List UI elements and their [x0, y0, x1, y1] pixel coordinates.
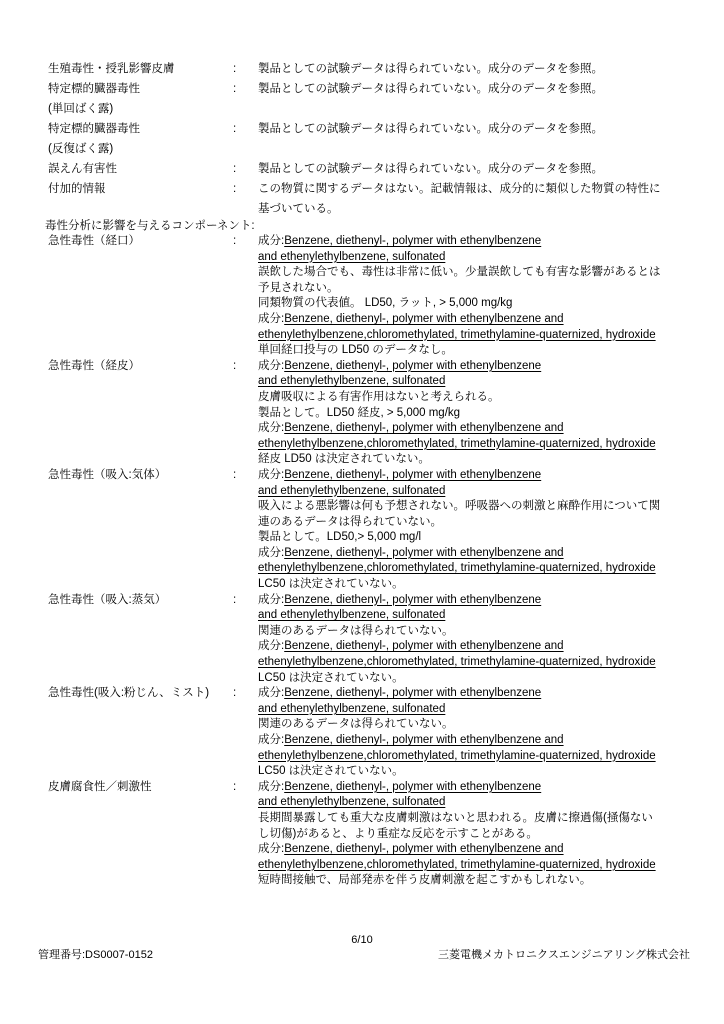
component-value-line	[258, 561, 690, 577]
value-text: 同類物質の代表値。 LD50, ラット, > 5,000 mg/kg	[258, 297, 513, 310]
field-label	[48, 179, 233, 199]
component-value-line	[258, 530, 690, 546]
component-chemical-name: ethenylethylbenzene,chloromethylated, trimethylamine-quaternized, hydroxide	[258, 858, 656, 871]
value-text: 成分:	[258, 734, 285, 746]
component-value-line	[258, 499, 690, 515]
value-text: 成分:	[258, 312, 285, 325]
value-text: 成分:	[258, 843, 285, 856]
component-chemical-name: ethenylethylbenzene,chloromethylated, trimethylamine-quaternized, hydroxide	[258, 562, 656, 575]
field-label	[48, 159, 233, 179]
component-value-line	[258, 452, 690, 468]
value-text: 関連のあるデータは得られていない。	[258, 624, 454, 637]
component-value-line	[258, 639, 690, 655]
field-value-line: 製品としての試験データは得られていない。成分のデータを参照。	[258, 83, 603, 95]
value-text: 成分:	[258, 640, 285, 653]
component-label: 皮膚腐食性／刺激性	[48, 780, 152, 793]
value-text: 予見されない。	[258, 281, 339, 294]
component-value-line	[258, 234, 690, 250]
component-chemical-name: and ethenylethylbenzene, sulfonated	[258, 250, 446, 263]
field-label-line: (単回ばく露)	[48, 103, 114, 115]
component-value-line	[258, 312, 690, 328]
field-colon: :	[233, 359, 237, 372]
value-text: し切傷)があると、より重症な反応を示すことがある。	[258, 827, 538, 840]
field-colon: :	[233, 183, 237, 195]
component-chemical-name: Benzene, diethenyl-, polymer with ethenylbenzene	[284, 235, 542, 247]
value-text: 成分:	[258, 593, 285, 606]
component-chemical-name: and ethenylethylbenzene, sulfonated	[258, 484, 446, 497]
field-colon: :	[233, 235, 237, 247]
field-value	[258, 159, 690, 179]
value-text: 成分:	[258, 468, 285, 481]
component-value-line	[258, 484, 690, 500]
value-text: 吸入による悪影響は何も予想されない。呼吸器への刺激と麻酔作用について関	[258, 500, 661, 513]
field-row	[48, 79, 690, 119]
component-value	[258, 359, 690, 468]
value-text: 成分:	[258, 780, 285, 793]
component-chemical-name: Benzene, diethenyl-, polymer with ethenylbenzene and	[284, 312, 564, 325]
component-value-line	[258, 250, 690, 266]
value-text: LC50 は決定されていない。	[258, 765, 404, 778]
value-text: 成分:	[258, 422, 285, 435]
component-value-line	[258, 265, 690, 281]
field-value-line: 製品としての試験データは得られていない。成分のデータを参照。	[258, 63, 603, 75]
field-label	[48, 59, 233, 79]
component-value-line	[258, 780, 690, 796]
component-value-line	[258, 717, 690, 733]
value-text: 経皮 LD50 は決定されていない。	[258, 453, 430, 466]
component-value-line	[258, 281, 690, 297]
value-text: 連のあるデータは得られていない。	[258, 515, 442, 528]
field-value	[258, 179, 690, 219]
field-label-line: (反復ばく露)	[48, 143, 114, 155]
component-value-line	[258, 421, 690, 437]
field-colon: :	[233, 163, 237, 175]
component-chemical-name: Benzene, diethenyl-, polymer with ethenylbenzene and	[284, 422, 564, 435]
component-chemical-name: and ethenylethylbenzene, sulfonated	[258, 609, 446, 622]
field-label-line: 特定標的臓器毒性	[48, 83, 140, 95]
component-chemical-name: Benzene, diethenyl-, polymer with ethenylbenzene and	[284, 546, 564, 559]
component-value-line	[258, 686, 690, 702]
component-value-line	[258, 374, 690, 390]
component-value-line	[258, 359, 690, 375]
field-label	[48, 79, 233, 119]
component-value-line	[258, 873, 690, 889]
component-value-line	[258, 811, 690, 827]
component-value-line	[258, 827, 690, 843]
field-colon: :	[233, 780, 237, 793]
field-label-line: 生殖毒性・授乳影響皮膚	[48, 63, 175, 75]
value-text: 長期間暴露しても重大な皮膚刺激はないと思われる。皮膚に擦過傷(掻傷ない	[258, 811, 653, 824]
component-value-line	[258, 842, 690, 858]
component-value-line	[258, 671, 690, 687]
component-value-line	[258, 733, 690, 749]
component-chemical-name: Benzene, diethenyl-, polymer with ethenylbenzene and	[284, 843, 564, 856]
component-row	[48, 234, 690, 359]
field-value	[258, 59, 690, 79]
component-row	[48, 359, 690, 468]
component-value-line	[258, 577, 690, 593]
field-label-line: 付加的情報	[48, 183, 106, 195]
component-label: 急性毒性(吸入:粉じん、ミスト)	[48, 687, 210, 700]
value-text: 成分:	[258, 359, 285, 372]
value-text: 関連のあるデータは得られていない。	[258, 718, 454, 731]
component-chemical-name: Benzene, diethenyl-, polymer with ethenylbenzene	[284, 468, 542, 481]
component-chemical-name: ethenylethylbenzene,chloromethylated, trimethylamine-quaternized, hydroxide	[258, 437, 656, 450]
component-row	[48, 593, 690, 687]
component-value-line	[258, 702, 690, 718]
component-value-line	[258, 858, 690, 874]
component-chemical-name: Benzene, diethenyl-, polymer with ethenylbenzene	[284, 359, 542, 372]
page-content	[45, 59, 690, 889]
section-heading: 毒性分析に影響を与えるコンポーネント:	[45, 220, 255, 232]
field-value-line: 製品としての試験データは得られていない。成分のデータを参照。	[258, 123, 603, 135]
field-colon: :	[233, 63, 237, 75]
field-row	[48, 159, 690, 179]
component-value-line	[258, 296, 690, 312]
component-chemical-name: and ethenylethylbenzene, sulfonated	[258, 702, 446, 715]
field-colon: :	[233, 593, 237, 606]
component-chemical-name: and ethenylethylbenzene, sulfonated	[258, 375, 446, 388]
component-value	[258, 468, 690, 593]
field-colon: :	[233, 83, 237, 95]
component-value-line	[258, 655, 690, 671]
field-value	[258, 79, 690, 99]
field-row	[48, 179, 690, 219]
value-text: 成分:	[258, 546, 285, 559]
value-text: 誤飲した場合でも、毒性は非常に低い。少量誤飲しても有害な影響があるとは	[258, 266, 661, 279]
component-value-line	[258, 515, 690, 531]
component-value-line	[258, 795, 690, 811]
field-row	[48, 59, 690, 79]
component-value-line	[258, 390, 690, 406]
document-control-number: 管理番号:DS0007-0152	[38, 949, 153, 961]
value-text: 成分:	[258, 235, 285, 247]
component-chemical-name: Benzene, diethenyl-, polymer with ethenylbenzene	[284, 593, 542, 606]
field-value-line: 製品としての試験データは得られていない。成分のデータを参照。	[258, 163, 603, 175]
field-colon: :	[233, 123, 237, 135]
value-text: 単回経口投与の LD50 のデータなし。	[258, 344, 453, 357]
component-chemical-name: Benzene, diethenyl-, polymer with ethenylbenzene and	[284, 640, 564, 653]
component-label: 急性毒性（吸入:気体）	[48, 468, 167, 481]
component-label: 急性毒性（吸入:蒸気）	[48, 593, 167, 606]
component-value-line	[258, 468, 690, 484]
component-chemical-name: and ethenylethylbenzene, sulfonated	[258, 796, 446, 809]
value-text: LC50 は決定されていない。	[258, 671, 404, 684]
field-label-line: 特定標的臓器毒性	[48, 123, 140, 135]
value-text: 皮膚吸収による有害作用はないと考えられる。	[258, 390, 500, 403]
component-value-line	[258, 328, 690, 344]
field-value-line: 基づいている。	[258, 203, 339, 215]
component-label: 急性毒性（経口）	[48, 235, 140, 247]
value-text: 製品として。LD50,> 5,000 mg/l	[258, 531, 422, 544]
footer	[38, 948, 690, 962]
component-chemical-name: Benzene, diethenyl-, polymer with ethenylbenzene	[284, 687, 542, 700]
component-value-line	[258, 749, 690, 765]
component-value	[258, 686, 690, 780]
page-number: 6/10	[351, 934, 373, 946]
component-chemical-name: Benzene, diethenyl-, polymer with ethenylbenzene and	[284, 734, 564, 746]
component-value-line	[258, 764, 690, 780]
component-value	[258, 780, 690, 889]
component-rows	[48, 234, 690, 889]
value-text: 成分:	[258, 687, 285, 700]
field-colon: :	[233, 687, 237, 700]
component-value	[258, 234, 690, 359]
company-name: 三菱電機メカトロニクスエンジニアリング株式会社	[438, 949, 690, 961]
field-value	[258, 119, 690, 139]
component-row	[48, 780, 690, 889]
field-colon: :	[233, 468, 237, 481]
field-value-line: この物質に関するデータはない。記載情報は、成分的に類似した物質の特性に	[258, 183, 661, 195]
component-value-line	[258, 437, 690, 453]
component-value-line	[258, 608, 690, 624]
component-value-line	[258, 343, 690, 359]
component-value-line	[258, 624, 690, 640]
component-value-line	[258, 546, 690, 562]
field-label	[48, 119, 233, 159]
component-chemical-name: Benzene, diethenyl-, polymer with ethenylbenzene	[284, 780, 542, 793]
component-label: 急性毒性（経皮）	[48, 359, 140, 372]
value-text: 製品として。LD50 経皮, > 5,000 mg/kg	[258, 406, 461, 419]
component-row	[48, 686, 690, 780]
value-text: LC50 は決定されていない。	[258, 578, 404, 591]
field-row	[48, 119, 690, 159]
field-label-line: 誤えん有害性	[48, 163, 117, 175]
top-rows	[48, 59, 690, 219]
component-chemical-name: ethenylethylbenzene,chloromethylated, trimethylamine-quaternized, hydroxide	[258, 656, 656, 669]
component-row	[48, 468, 690, 593]
value-text: 短時間接触で、局部発赤を伴う皮膚刺激を起こすかもしれない。	[258, 874, 592, 887]
component-chemical-name: ethenylethylbenzene,chloromethylated, trimethylamine-quaternized, hydroxide	[258, 328, 656, 341]
component-value	[258, 593, 690, 687]
component-chemical-name: ethenylethylbenzene,chloromethylated, trimethylamine-quaternized, hydroxide	[258, 749, 656, 762]
component-value-line	[258, 593, 690, 609]
component-value-line	[258, 406, 690, 422]
